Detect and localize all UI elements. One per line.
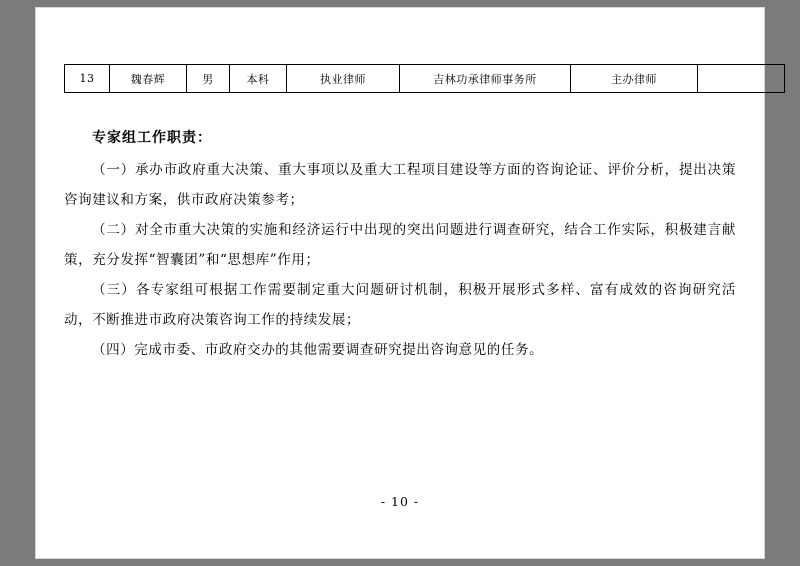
section-heading: 专家组工作职责： — [92, 130, 212, 146]
cell-title: 执业律师 — [287, 65, 400, 93]
body-text — [64, 123, 736, 365]
cell-sex: 男 — [187, 65, 230, 93]
page-content — [64, 64, 736, 365]
paragraph-2: （二）对全市重大决策的实施和经济运行中出现的突出问题进行调查研究，结合工作实际，积极建言献策，充分发挥“智囊团”和“思想库”作用； — [64, 222, 736, 268]
paragraph-4: （四）完成市委、市政府交办的其他需要调查研究提出咨询意见的任务。 — [92, 342, 544, 358]
paragraph-3: （三）各专家组可根据工作需要制定重大问题研讨机制，积极开展形式多样、富有成效的咨询研究活动，不断推进市政府决策咨询工作的持续发展； — [64, 282, 736, 328]
page-number: - 10 - — [380, 494, 420, 509]
table-row — [65, 65, 785, 93]
cell-name: 魏春辉 — [110, 65, 187, 93]
document-page — [36, 8, 764, 558]
cell-serial-number: 13 — [65, 65, 110, 93]
cell-blank — [698, 65, 785, 93]
paragraph-1: （一）承办市政府重大决策、重大事项以及重大工程项目建设等方面的咨询论证、评价分析，提出决策咨询建议和方案，供市政府决策参考； — [64, 162, 736, 208]
cell-role: 主办律师 — [571, 65, 698, 93]
cell-education: 本科 — [230, 65, 287, 93]
cell-organization: 吉林功承律师事务所 — [400, 65, 571, 93]
expert-roster-table — [64, 64, 785, 93]
